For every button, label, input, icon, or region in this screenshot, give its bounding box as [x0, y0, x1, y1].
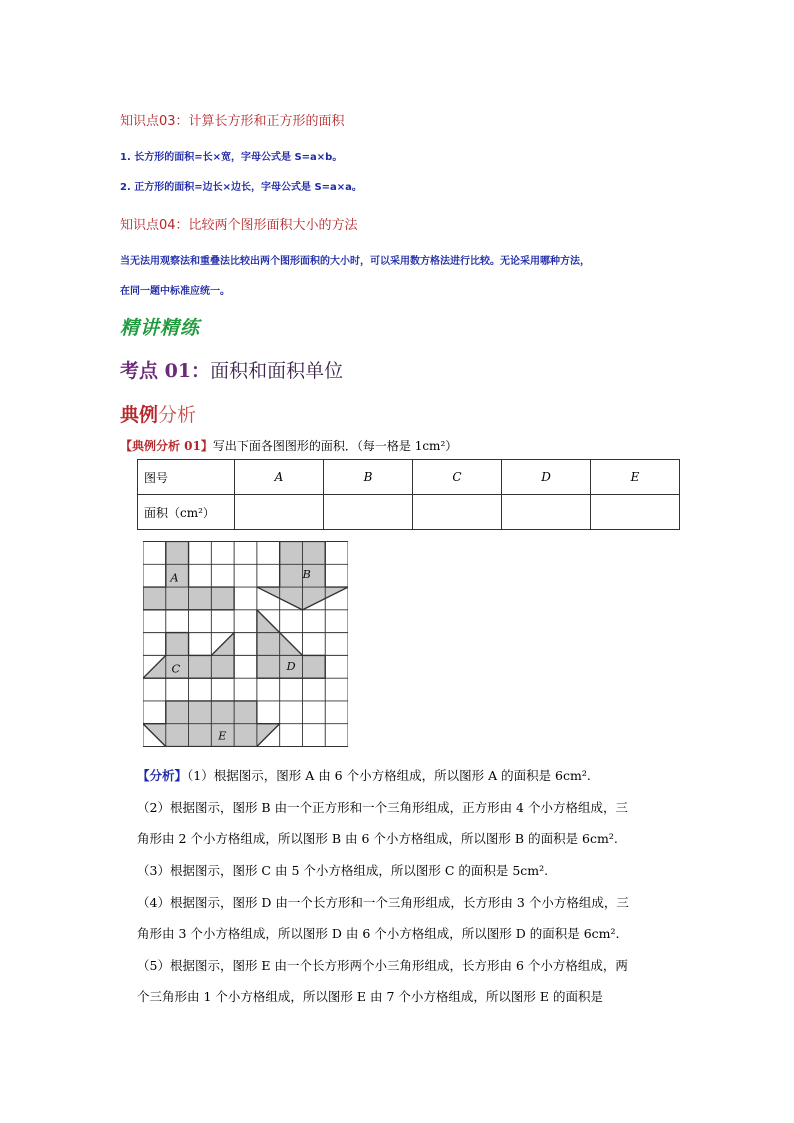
example-heading-b: 分析	[158, 404, 197, 426]
kp04-line2: 在同一题中标准应统一。	[120, 286, 230, 297]
answer-cell-b[interactable]	[324, 495, 413, 530]
analysis-p1	[137, 766, 591, 784]
analysis-p5a: （5）根据图示，图形 E 由一个长方形两个小三角形组成，长方形由 6 个小方格组成，两	[137, 958, 628, 973]
answer-cell-d[interactable]	[502, 495, 591, 530]
example-heading-a: 典例	[120, 404, 159, 426]
area-table	[137, 459, 680, 530]
example-prompt	[120, 437, 457, 454]
example-heading	[120, 400, 196, 427]
table-row	[138, 460, 680, 495]
table-header-area: 面积（cm²）	[138, 495, 235, 530]
analysis-p4b: 角形由 3 个小方格组成，所以图形 D 由 6 个小方格组成，所以图形 D 的面积是 6cm².	[137, 926, 620, 941]
label-d	[286, 659, 296, 673]
point-heading	[120, 356, 343, 383]
label-b	[301, 567, 310, 581]
kp03-line2: 2. 正方形的面积=边长×边长，字母公式是 S=a×a。	[120, 182, 362, 193]
kp04-line1: 当无法用观察法和重叠法比较出两个图形面积的大小时，可以采用数方格法进行比较。无论采用哪种方法，	[120, 256, 590, 267]
point-label: 考点 01：	[120, 360, 211, 382]
analysis-p4a: （4）根据图示，图形 D 由一个长方形和一个三角形组成，长方形由 3 个小方格组成，三	[137, 895, 629, 910]
analysis-p2b: 角形由 2 个小方格组成，所以图形 B 由 6 个小方格组成，所以图形 B 的面积是 6cm².	[137, 831, 618, 846]
answer-cell-c[interactable]	[413, 495, 502, 530]
analysis-p3: （3）根据图示，图形 C 由 5 个小方格组成，所以图形 C 的面积是 5cm².	[137, 863, 549, 878]
table-col-c: C	[413, 460, 502, 495]
table-col-d: D	[502, 460, 591, 495]
analysis-p5b: 个三角形由 1 个小方格组成，所以图形 E 由 7 个小方格组成，所以图形 E 的面积是	[137, 989, 603, 1004]
answer-cell-a[interactable]	[235, 495, 324, 530]
label-c	[171, 661, 180, 675]
point-title: 面积和面积单位	[210, 360, 344, 382]
example-text: 写出下面各图图形的面积．（每一格是 1cm²）	[212, 439, 458, 453]
table-col-e: E	[591, 460, 680, 495]
shape-grid	[143, 541, 348, 747]
label-e	[217, 729, 227, 743]
green-heading: 精讲精练	[120, 317, 201, 339]
table-row	[138, 495, 680, 530]
kp03-line1: 1. 长方形的面积=长×宽，字母公式是 S=a×b。	[120, 152, 343, 163]
analysis-p2a: （2）根据图示，图形 B 由一个正方形和一个三角形组成，正方形由 4 个小方格组成，三	[137, 800, 628, 815]
answer-cell-e[interactable]	[591, 495, 680, 530]
analysis-text-1: （1）根据图示，图形 A 由 6 个小方格组成，所以图形 A 的面积是 6cm².	[187, 768, 591, 783]
table-header-figure: 图号	[138, 460, 235, 495]
table-col-b: B	[324, 460, 413, 495]
table-col-a: A	[235, 460, 324, 495]
analysis-tag: 【分析】	[137, 768, 188, 783]
label-a	[169, 570, 178, 584]
example-tag: 【典例分析 01】	[120, 439, 213, 453]
kp04-title: 知识点04：比较两个图形面积大小的方法	[120, 218, 358, 233]
kp03-title: 知识点03：计算长方形和正方形的面积	[120, 114, 345, 129]
